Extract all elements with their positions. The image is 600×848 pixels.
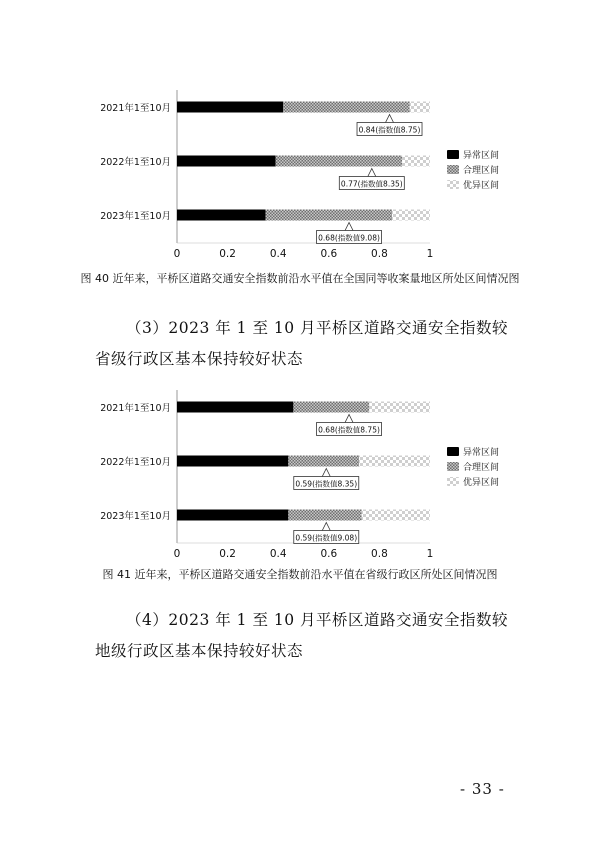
bar-abnormal [177, 456, 288, 467]
bar-excellent [369, 402, 430, 413]
bar-reasonable [293, 402, 369, 413]
category-label: 2023年1至10月 [100, 211, 171, 222]
annotation-label: 0.84(指数值8.75) [358, 125, 421, 135]
bar-reasonable [288, 456, 359, 467]
bar-reasonable [266, 210, 393, 221]
legend-excellent-label: 优异区间 [463, 181, 500, 191]
category-label: 2021年1至10月 [100, 403, 171, 414]
annotation-label: 0.68(指数值8.75) [318, 425, 380, 435]
marker-triangle [322, 523, 330, 531]
legend-abnormal-swatch [447, 150, 459, 159]
legend-reasonable-label: 合理区间 [463, 463, 500, 473]
x-tick-label: 1 [426, 548, 434, 560]
legend-reasonable-label: 合理区间 [463, 166, 500, 176]
x-tick-label: 0.2 [219, 548, 236, 560]
category-label: 2021年1至10月 [100, 103, 171, 114]
section-heading-4 [95, 605, 515, 667]
legend-abnormal-label: 异常区间 [463, 151, 500, 161]
annotation-label: 0.77(指数值8.35) [340, 179, 403, 189]
legend-reasonable-swatch [447, 462, 459, 471]
x-tick-label: 0.4 [269, 248, 287, 260]
section-heading-4-text: （4）2023 年 1 至 10 月平桥区道路交通安全指数较地级行政区基本保持较好状态 [95, 611, 509, 660]
annotation-label: 0.68(指数值9.08) [318, 233, 380, 243]
x-tick-label: 0.4 [269, 548, 287, 560]
bar-abnormal [177, 510, 288, 521]
legend-excellent-swatch [447, 180, 459, 189]
x-tick-label: 1 [426, 248, 434, 260]
chart-national-interval [0, 85, 600, 260]
bar-excellent [410, 102, 430, 113]
chart-provincial-interval [0, 385, 600, 560]
bar-abnormal [177, 156, 276, 167]
x-tick-label: 0.6 [320, 548, 338, 560]
category-label: 2023年1至10月 [100, 511, 171, 522]
x-tick-label: 0 [173, 248, 181, 260]
section-heading-3 [95, 313, 515, 375]
annotation-label: 0.59(指数值8.35) [295, 479, 358, 489]
x-tick-label: 0.8 [371, 248, 388, 260]
bar-excellent [362, 510, 430, 521]
x-tick-label: 0.2 [219, 248, 236, 260]
bar-reasonable [276, 156, 403, 167]
marker-triangle [386, 115, 394, 123]
annotation-label: 0.59(指数值9.08) [295, 533, 358, 543]
marker-triangle [345, 415, 353, 423]
legend-reasonable-swatch [447, 165, 459, 174]
bar-excellent [392, 210, 430, 221]
legend-excellent-swatch [447, 477, 459, 486]
bar-abnormal [177, 210, 266, 221]
section-heading-3-text: （3）2023 年 1 至 10 月平桥区道路交通安全指数较省级行政区基本保持较好状态 [95, 319, 509, 368]
bar-abnormal [177, 102, 283, 113]
bar-excellent [359, 456, 430, 467]
category-label: 2022年1至10月 [100, 457, 171, 468]
x-tick-label: 0 [173, 548, 181, 560]
bar-reasonable [288, 510, 361, 521]
marker-triangle [368, 169, 376, 177]
page-number: - 33 - [460, 780, 505, 798]
x-tick-label: 0.6 [320, 248, 338, 260]
legend-excellent-label: 优异区间 [463, 478, 500, 488]
marker-triangle [322, 469, 330, 477]
legend-abnormal-swatch [447, 447, 459, 456]
marker-triangle [345, 223, 353, 231]
x-tick-label: 0.8 [371, 548, 388, 560]
bar-excellent [402, 156, 430, 167]
figure-caption-41: 图 41 近年来，平桥区道路交通安全指数前沿水平值在省级行政区所处区间情况图 [102, 568, 498, 581]
category-label: 2022年1至10月 [100, 157, 171, 168]
bar-abnormal [177, 402, 293, 413]
legend-abnormal-label: 异常区间 [463, 448, 500, 458]
bar-reasonable [283, 102, 410, 113]
figure-caption-40: 图 40 近年来，平桥区道路交通安全指数前沿水平值在全国同等收案量地区所处区间情况图 [80, 272, 520, 285]
